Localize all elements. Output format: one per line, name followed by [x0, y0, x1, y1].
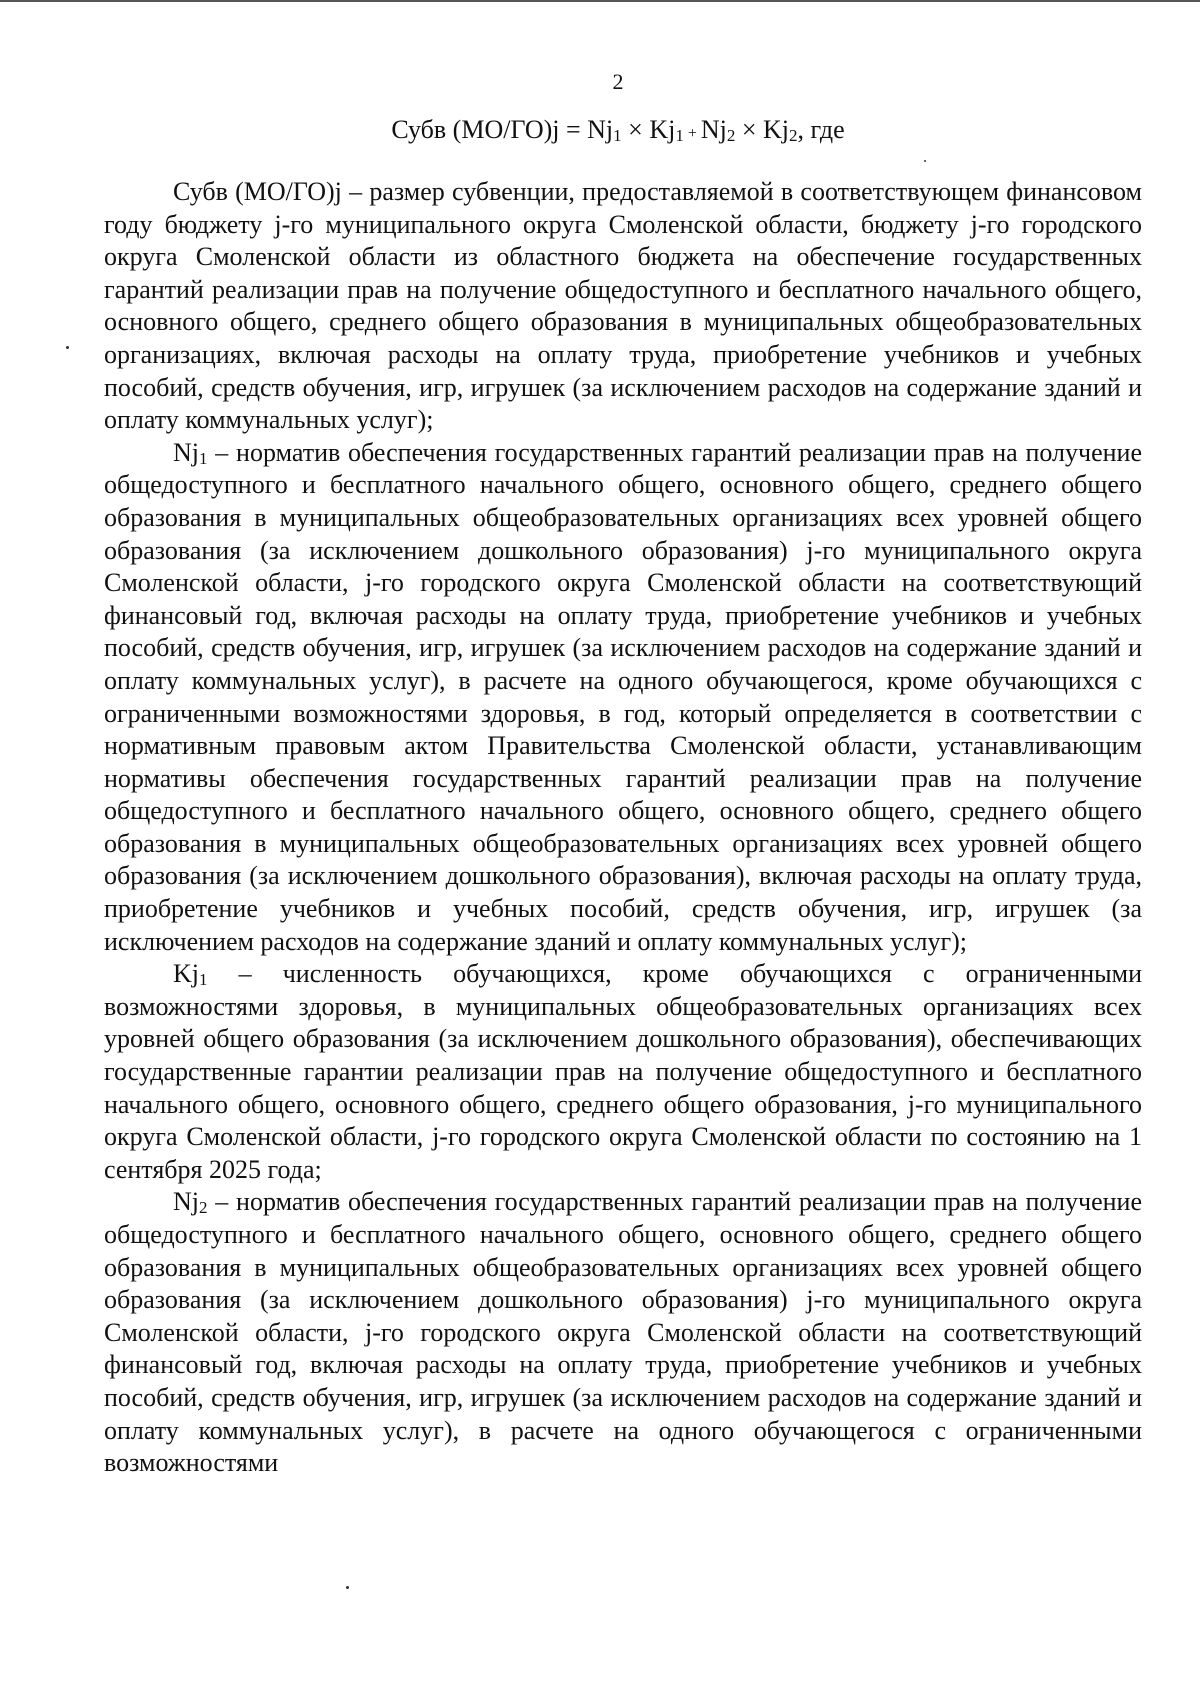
scan-speck: [346, 1586, 349, 1589]
page-number: 2: [612, 69, 624, 94]
formula-term-nj1-subscript: 1: [613, 126, 622, 145]
definition-text: – численность обучающихся, кроме обучающихся с ограниченными возможностями здоровья, в муниципальных общеобразовательных организациях всех уровней общего образования (за исключением дошкольного образования), обеспечивающих государственные гарантии реализации прав на получение общедоступного и бесплатного начального общего, основного общего, среднего общего образования, j-го муниципального округа Смоленской области, j-го городского округа Смоленской области по состоянию на 1 сентября 2025 года;: [104, 959, 1142, 1184]
definition-term-base: Субв (МО/ГО)j: [173, 177, 342, 206]
scan-top-edge: [0, 0, 1200, 2]
definitions-body: [104, 176, 1142, 1480]
definition-term-base: Nj: [173, 437, 199, 467]
definition-text: – размер субвенции, предоставляемой в соответствующем финансовом году бюджету j-го муниципального округа Смоленской области, бюджету j-го городского округа Смоленской области из областного бюджета на обеспечение государственных гарантий реализации прав на получение общедоступного и бесплатного начального общего, основного общего, среднего общего образования в муниципальных общеобразовательных организациях, включая расходы на оплату труда, приобретение учебников и учебных пособий, средств обучения, игр, игрушек (за исключением расходов на содержание зданий и оплату коммунальных услуг);: [104, 177, 1142, 435]
formula-term-kj1: × Kj: [621, 115, 676, 144]
definition-term: [173, 177, 342, 206]
formula-term-kj1-subscript: 1: [675, 126, 684, 145]
definition-text: – норматив обеспечения государственных гарантий реализации прав на получение общедоступного и бесплатного начального общего, основного общего, среднего общего образования в муниципальных общеобразовательных организациях всех уровней общего образования (за исключением дошкольного образования) j-го муниципального округа Смоленской области, j-го городского округа Смоленской области на соответствующий финансовый год, включая расходы на оплату труда, приобретение учебников и учебных пособий, средств обучения, игр, игрушек (за исключением расходов на содержание зданий и оплату коммунальных услуг), в расчете на одного обучающегося с ограниченными возможностями: [104, 1187, 1142, 1478]
definition-term: [173, 959, 208, 988]
definition-term-subscript: 1: [199, 448, 208, 468]
definition-term-subscript: 2: [199, 1198, 208, 1218]
formula-term-nj2: Nj: [700, 115, 727, 144]
definition-term-base: Nj: [173, 1187, 199, 1217]
subvention-formula: [0, 112, 1200, 152]
formula-term-kj2: × Kj: [735, 115, 790, 144]
definition-term: [173, 438, 208, 467]
scan-speck: [66, 346, 69, 349]
formula-term-nj1: Nj: [587, 115, 614, 144]
definition-paragraph-kj1: [104, 958, 1142, 1186]
definition-text: – норматив обеспечения государственных гарантий реализации прав на получение общедоступного и бесплатного начального общего, основного общего, среднего общего образования в муниципальных общеобразовательных организациях всех уровней общего образования (за исключением дошкольного образования) j-го муниципального округа Смоленской области, j-го городского округа Смоленской области на соответствующий финансовый год, включая расходы на оплату труда, приобретение учебников и учебных пособий, средств обучения, игр, игрушек (за исключением расходов на содержание зданий и оплату коммунальных услуг), в расчете на одного обучающегося, кроме обучающихся с ограниченными возможностями здоровья, в год, который определяется в соответствии с нормативным правовым актом Правительства Смоленской области, устанавливающим нормативы обеспечения государственных гарантий реализации прав на получение общедоступного и бесплатного начального общего, основного общего, среднего общего образования в муниципальных общеобразовательных организациях всех уровней общего образования (за исключением дошкольного образования), включая расходы на оплату труда, приобретение учебников и учебных пособий, средств обучения, игр, игрушек (за исключением расходов на содержание зданий и оплату коммунальных услуг);: [104, 437, 1142, 956]
formula-tail: , где: [797, 115, 845, 144]
formula-term-kj2-subscript: 2: [789, 126, 798, 145]
formula-lhs: Субв (МО/ГО)j =: [391, 115, 588, 144]
formula-plus-sign: +: [683, 125, 701, 142]
definition-term-base: Kj: [173, 959, 199, 989]
definition-term: [173, 1187, 208, 1216]
definition-term-subscript: 1: [199, 970, 208, 990]
definition-paragraph-subv: [104, 176, 1142, 437]
scan-speck: [924, 160, 926, 162]
definition-paragraph-nj1: [104, 437, 1142, 959]
formula-term-nj2-subscript: 2: [726, 126, 736, 145]
definition-paragraph-nj2: [104, 1186, 1142, 1479]
